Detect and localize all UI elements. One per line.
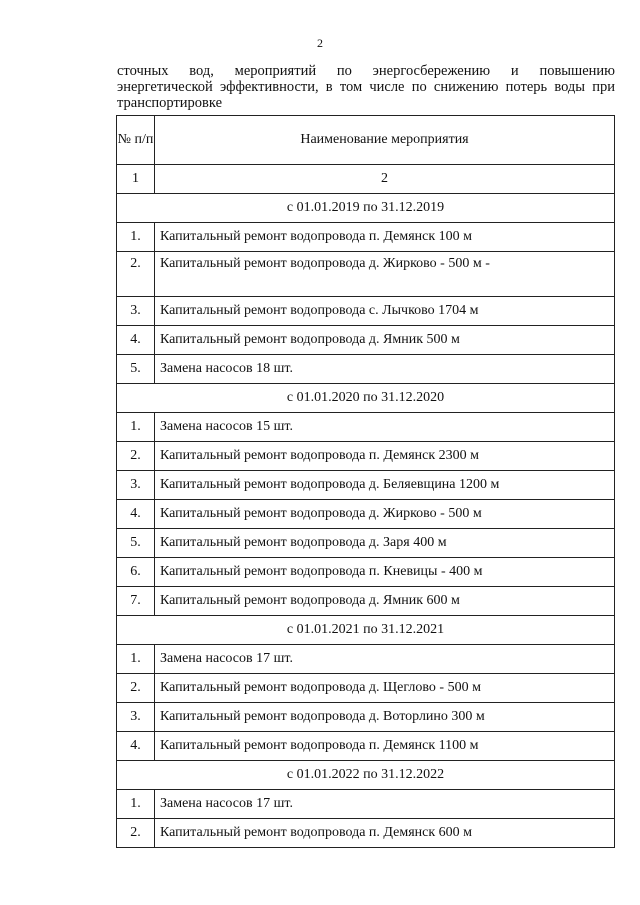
measure-name: Капитальный ремонт водопровода д. Ямник 600 м — [155, 587, 615, 616]
period-label: с 01.01.2019 по 31.12.2019 — [117, 194, 615, 223]
table-row — [117, 223, 615, 252]
table-row — [117, 732, 615, 761]
table-row — [117, 529, 615, 558]
row-number: 7. — [117, 587, 155, 616]
measures-table — [116, 115, 615, 848]
measure-name: Капитальный ремонт водопровода д. Жирково - 500 м — [155, 500, 615, 529]
row-number: 5. — [117, 355, 155, 384]
period-row — [117, 194, 615, 223]
measure-name: Капитальный ремонт водопровода с. Лычково 1704 м — [155, 297, 615, 326]
period-label: с 01.01.2020 по 31.12.2020 — [117, 384, 615, 413]
intro-line: энергетической эффективности, в том числе по снижению потерь воды при — [117, 79, 615, 95]
table-row — [117, 355, 615, 384]
table-row — [117, 674, 615, 703]
table-row — [117, 326, 615, 355]
measure-name: Капитальный ремонт водопровода п. Демянск 600 м — [155, 819, 615, 848]
intro-paragraph — [117, 63, 615, 111]
row-number: 1. — [117, 223, 155, 252]
row-number: 2. — [117, 442, 155, 471]
header-name: Наименование мероприятия — [155, 116, 615, 165]
measure-name: Капитальный ремонт водопровода д. Воторлино 300 м — [155, 703, 615, 732]
table-row — [117, 297, 615, 326]
measure-name: Капитальный ремонт водопровода п. Демянск 100 м — [155, 223, 615, 252]
row-number: 3. — [117, 471, 155, 500]
table-row — [117, 703, 615, 732]
period-row — [117, 384, 615, 413]
table-row — [117, 587, 615, 616]
measure-name: Замена насосов 15 шт. — [155, 413, 615, 442]
table-row — [117, 442, 615, 471]
row-number: 3. — [117, 703, 155, 732]
table-row — [117, 558, 615, 587]
row-number: 6. — [117, 558, 155, 587]
measure-name: Капитальный ремонт водопровода д. Жирково - 500 м - — [155, 252, 615, 297]
measure-name: Капитальный ремонт водопровода д. Щеглово - 500 м — [155, 674, 615, 703]
table-row — [117, 471, 615, 500]
measure-name: Капитальный ремонт водопровода п. Демянск 2300 м — [155, 442, 615, 471]
measure-name: Капитальный ремонт водопровода д. Ямник 500 м — [155, 326, 615, 355]
table-row — [117, 645, 615, 674]
page-number: 2 — [317, 36, 323, 50]
column-number: 1 — [117, 165, 155, 194]
row-number: 3. — [117, 297, 155, 326]
row-number: 2. — [117, 674, 155, 703]
row-number: 5. — [117, 529, 155, 558]
row-number: 1. — [117, 790, 155, 819]
period-row — [117, 761, 615, 790]
row-number: 2. — [117, 252, 155, 297]
table-row — [117, 790, 615, 819]
measure-name: Капитальный ремонт водопровода п. Демянск 1100 м — [155, 732, 615, 761]
intro-line: сточных вод, мероприятий по энергосбережению и повышению — [117, 63, 615, 79]
column-number: 2 — [155, 165, 615, 194]
measure-name: Замена насосов 17 шт. — [155, 790, 615, 819]
measure-name: Капитальный ремонт водопровода п. Кневицы - 400 м — [155, 558, 615, 587]
row-number: 4. — [117, 500, 155, 529]
table-row — [117, 819, 615, 848]
intro-line: транспортировке — [117, 95, 223, 111]
row-number: 1. — [117, 645, 155, 674]
row-number: 4. — [117, 326, 155, 355]
period-label: с 01.01.2021 по 31.12.2021 — [117, 616, 615, 645]
row-number: 2. — [117, 819, 155, 848]
period-row — [117, 616, 615, 645]
measure-name: Капитальный ремонт водопровода д. Заря 400 м — [155, 529, 615, 558]
period-label: с 01.01.2022 по 31.12.2022 — [117, 761, 615, 790]
table-row — [117, 413, 615, 442]
table-row — [117, 500, 615, 529]
column-number-row — [117, 165, 615, 194]
row-number: 4. — [117, 732, 155, 761]
measure-name: Капитальный ремонт водопровода д. Беляевщина 1200 м — [155, 471, 615, 500]
measure-name: Замена насосов 17 шт. — [155, 645, 615, 674]
header-num: № п/п — [117, 116, 155, 165]
table-row — [117, 252, 615, 297]
table-header-row — [117, 116, 615, 165]
measure-name: Замена насосов 18 шт. — [155, 355, 615, 384]
row-number: 1. — [117, 413, 155, 442]
